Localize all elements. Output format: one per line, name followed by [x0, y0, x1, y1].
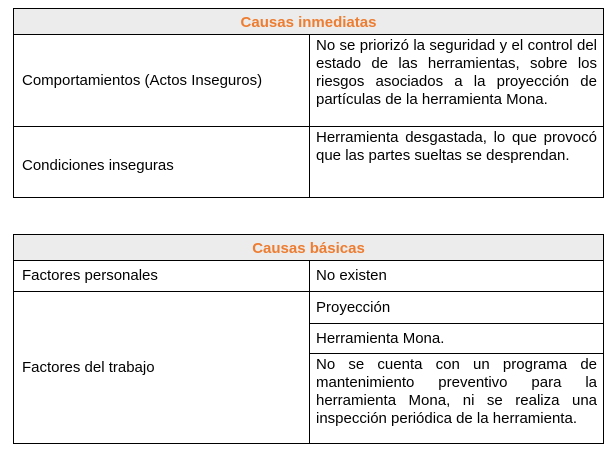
table-header: Causas inmediatas — [14, 9, 604, 35]
causas-basicas-table — [13, 234, 604, 444]
table-header: Causas básicas — [14, 235, 604, 261]
row-value: No se priorizó la seguridad y el control del estado de las herramientas, sobre los riesgos asociados a la proyección de partículas de la herramienta Mona. — [310, 35, 604, 127]
causas-inmediatas-table — [13, 8, 604, 198]
row-value: Herramienta desgastada, lo que provocó que las partes sueltas se desprendan. — [310, 127, 604, 198]
row-label: Comportamientos (Actos Inseguros) — [14, 35, 310, 127]
row-label: Factores del trabajo — [14, 292, 310, 444]
row-label: Condiciones inseguras — [14, 127, 310, 198]
row-label: Factores personales — [14, 261, 310, 292]
row-value: No se cuenta con un programa de mantenimiento preventivo para la herramienta Mona, ni se realiza una inspección periódica de la herramienta. — [310, 354, 604, 444]
row-value: Herramienta Mona. — [310, 324, 604, 354]
row-value: No existen — [310, 261, 604, 292]
row-value: Proyección — [310, 292, 604, 324]
